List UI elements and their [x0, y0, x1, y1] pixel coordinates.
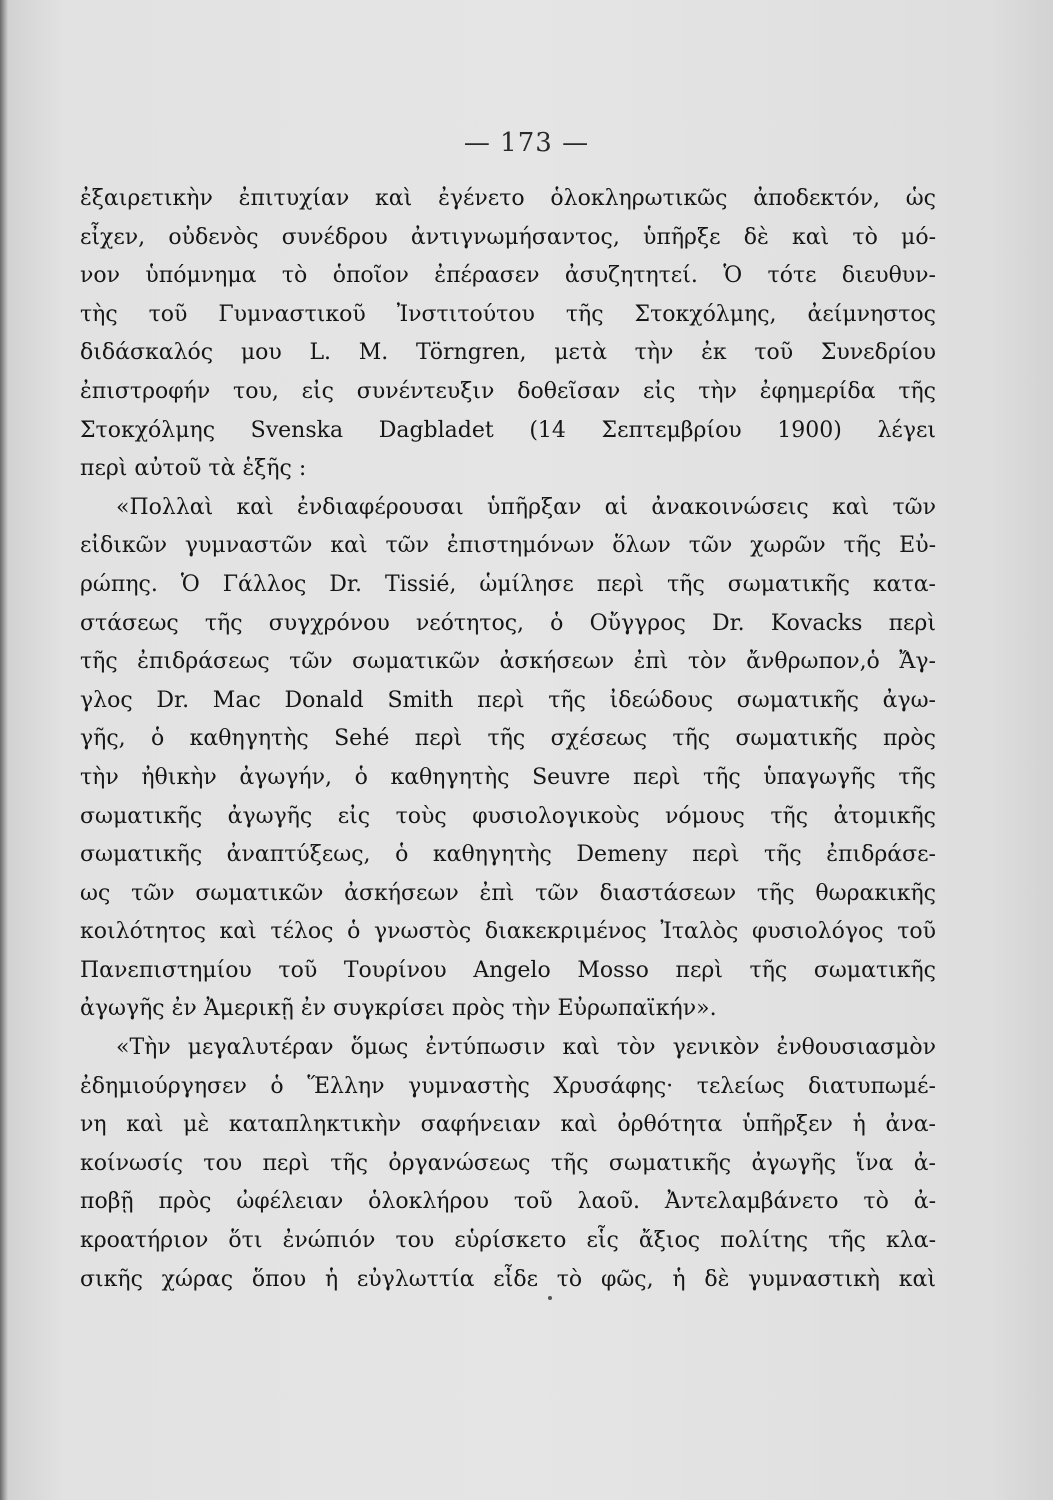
text-line: ρώπης. Ὁ Γάλλος Dr. Tissié, ὡμίλησε περὶ τῆς σωματικῆς κατα-: [80, 571, 936, 597]
text-line: Πανεπιστημίου τοῦ Τουρίνου Angelo Mosso περὶ τῆς σωματικῆς: [80, 957, 936, 983]
text-line: σωματικῆς ἀγωγῆς εἰς τοὺς φυσιολογικοὺς νόμους τῆς ἀτομικῆς: [80, 803, 936, 829]
print-speck: [548, 1296, 552, 1300]
text-line: στάσεως τῆς συγχρόνου νεότητος, ὁ Οὔγγρος Dr. Kovacks περὶ: [80, 610, 936, 636]
page-number: — 173 —: [463, 128, 590, 158]
text-line: κοίνωσίς του περὶ τῆς ὀργανώσεως τῆς σωματικῆς ἀγωγῆς ἵνα ἀ-: [80, 1150, 936, 1176]
text-line: κοιλότητος καὶ τέλος ὁ γνωστὸς διακεκριμένος Ἰταλὸς φυσιολόγος τοῦ: [80, 919, 936, 945]
text-line: κροατήριον ὅτι ἐνώπιόν του εὑρίσκετο εἷς ἄξιος πολίτης τῆς κλα-: [80, 1228, 936, 1254]
text-line: τῆς ἐπιδράσεως τῶν σωματικῶν ἀσκήσεων ἐπὶ τὸν ἄνθρωπον,ὁ Ἄγ-: [80, 649, 936, 675]
text-line: ἐξαιρετικὴν ἐπιτυχίαν καὶ ἐγένετο ὁλοκληρωτικῶς ἀποδεκτόν, ὡς: [80, 186, 936, 211]
text-line: περὶ αὐτοῦ τὰ ἑξῆς :: [80, 456, 307, 482]
text-line: τὴς τοῦ Γυμναστικοῦ Ἰνστιτούτου τῆς Στοκχόλμης, ἀείμνηστος: [80, 301, 936, 327]
text-line: νη καὶ μὲ καταπληκτικὴν σαφήνειαν καὶ ὀρθότητα ὑπῆρξεν ἡ ἀνα-: [80, 1112, 936, 1138]
text-line: «Πολλαὶ καὶ ἐνδιαφέρουσαι ὑπῆρξαν αἱ ἀνακοινώσεις καὶ τῶν: [116, 494, 936, 520]
text-line: γῆς, ὁ καθηγητὴς Sehé περὶ τῆς σχέσεως τῆς σωματικῆς πρὸς: [80, 726, 936, 752]
body-text: [80, 180, 936, 1299]
text-line: νον ὑπόμνημα τὸ ὁποῖον ἐπέρασεν ἀσυζητητεί. Ὁ τότε διευθυν-: [80, 263, 936, 289]
text-line: ἀγωγῆς ἐν Ἀμερικῇ ἐν συγκρίσει πρὸς τὴν Εὐρωπαϊκήν».: [80, 996, 717, 1022]
text-line: σωματικῆς ἀναπτύξεως, ὁ καθηγητὴς Demeny περὶ τῆς ἐπιδράσε-: [80, 842, 936, 868]
text-line: ποβῇ πρὸς ὠφέλειαν ὁλοκλήρου τοῦ λαοῦ. Ἀντελαμβάνετο τὸ ἀ-: [80, 1189, 936, 1215]
text-line: σικῆς χώρας ὅπου ἡ εὐγλωττία εἶδε τὸ φῶς, ἡ δὲ γυμναστικὴ καὶ: [80, 1266, 936, 1292]
text-line: ως τῶν σωματικῶν ἀσκήσεων ἐπὶ τῶν διαστάσεων τῆς θωρακικῆς: [80, 880, 936, 906]
text-line: εἰδικῶν γυμναστῶν καὶ τῶν ἐπιστημόνων ὅλων τῶν χωρῶν τῆς Εὐ-: [80, 533, 936, 559]
text-line: διδάσκαλός μου L. M. Törngren, μετὰ τὴν ἐκ τοῦ Συνεδρίου: [80, 340, 936, 366]
text-line: ἐδημιούργησεν ὁ Ἕλλην γυμναστὴς Χρυσάφης· τελείως διατυπωμέ-: [80, 1073, 936, 1099]
text-line: τὴν ἠθικὴν ἀγωγήν, ὁ καθηγητὴς Seuvre περὶ τῆς ὑπαγωγῆς τῆς: [80, 764, 936, 790]
text-line: εἶχεν, οὐδενὸς συνέδρου ἀντιγνωμήσαντος, ὑπῆρξε δὲ καὶ τὸ μό-: [80, 224, 936, 250]
text-line: «Τὴν μεγαλυτέραν ὅμως ἐντύπωσιν καὶ τὸν γενικὸν ἐνθουσιασμὸν: [116, 1035, 936, 1061]
text-line: γλος Dr. Mac Donald Smith περὶ τῆς ἰδεώδους σωματικῆς ἀγω-: [80, 687, 936, 713]
page-spine-shadow: [0, 0, 8, 1500]
text-line: ἐπιστροφήν του, εἰς συνέντευξιν δοθεῖσαν εἰς τὴν ἐφημερίδα τῆς: [80, 378, 936, 404]
text-line: Στοκχόλμης Svenska Dagbladet (14 Σεπτεμβρίου 1900) λέγει: [80, 417, 936, 443]
